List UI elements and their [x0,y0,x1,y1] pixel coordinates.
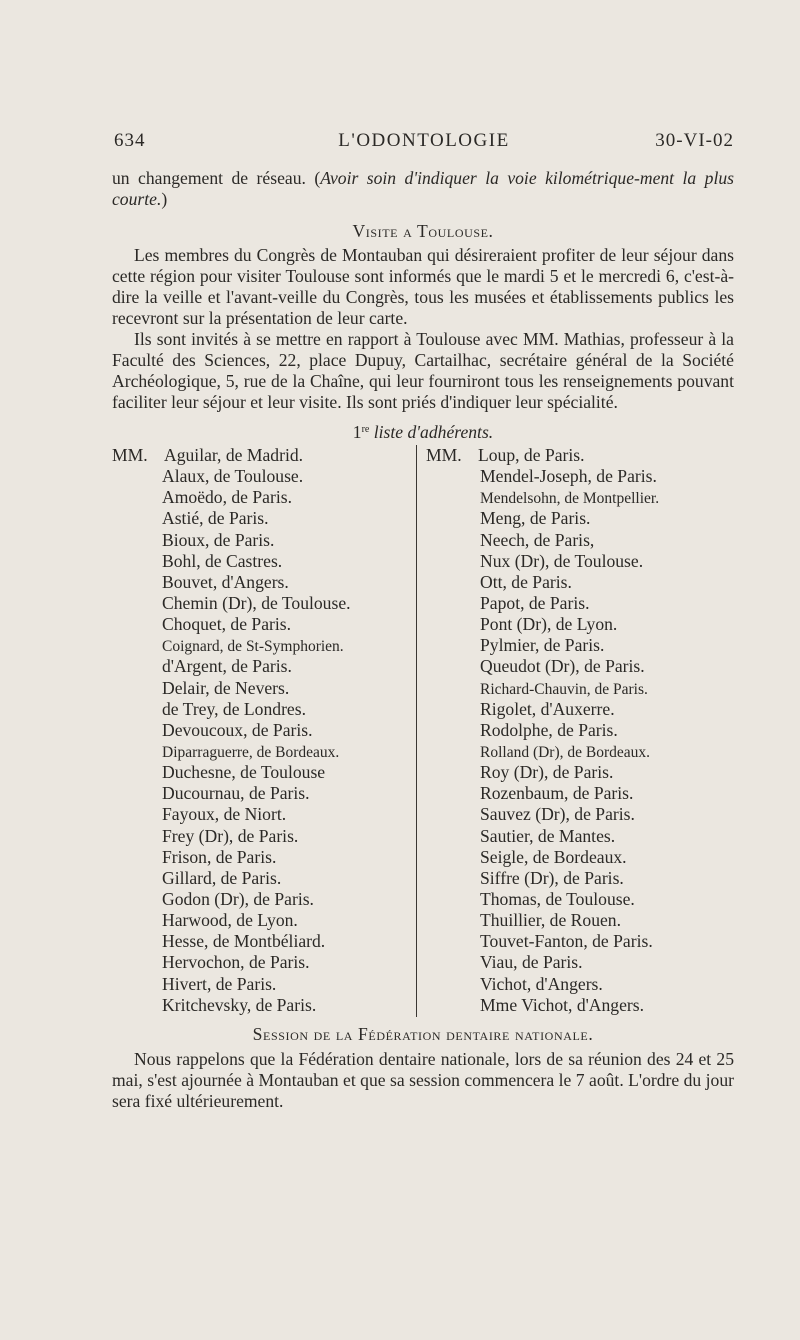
adherent-name: de Trey, de Londres. [162,698,306,719]
list-item [426,868,659,889]
adherents-list [112,445,734,1017]
list-item [112,804,351,825]
adherent-name: Diparraguerre, de Bordeaux. [162,743,340,761]
list-item [112,910,351,931]
list-item [426,508,659,529]
adherent-name: Nux (Dr), de Toulouse. [480,550,644,571]
list-prefix: MM. [426,445,462,465]
adherents-column-right [426,445,659,1016]
list-item [112,445,351,466]
list-item [426,656,659,677]
adherent-name: Loup, de Paris. [478,445,585,465]
list-item [112,487,351,508]
adherent-name: Aguilar, de Madrid. [164,445,304,465]
list-item [112,931,351,952]
adherent-name: Pylmier, de Paris. [480,635,605,656]
adherent-name: Amoëdo, de Paris. [162,487,292,508]
adherent-name: Mendelsohn, de Montpellier. [480,490,660,508]
list-item [112,614,351,635]
adherents-column-left [112,445,351,1016]
list-item [112,656,351,677]
list-item [426,720,659,741]
adherent-name: Bouvet, d'Angers. [162,571,289,592]
list-item [112,635,351,656]
list-item [112,593,351,614]
adherent-name: Sautier, de Mantes. [480,825,616,846]
adherent-name: Siffre (Dr), de Paris. [480,867,624,888]
adherents-heading-number: 1 [352,422,362,442]
adherent-name: Kritchevsky, de Paris. [162,994,317,1015]
adherent-name: Rodolphe, de Paris. [480,719,618,740]
adherent-name: Pont (Dr), de Lyon. [480,614,618,635]
adherent-name: d'Argent, de Paris. [162,656,292,677]
list-item [426,593,659,614]
adherent-name: Delair, de Nevers. [162,677,290,698]
list-prefix: MM. [112,445,148,465]
adherent-name: Choquet, de Paris. [162,614,292,635]
list-item [112,678,351,699]
adherent-name: Bohl, de Castres. [162,550,283,571]
list-item [112,826,351,847]
list-item [112,508,351,529]
adherent-name: Meng, de Paris. [480,508,591,529]
list-item [426,699,659,720]
section-heading-toulouse: Visite a Toulouse. [352,221,494,241]
adherent-name: Astié, de Paris. [162,508,269,529]
list-item [112,995,351,1016]
adherent-name: Devoucoux, de Paris. [162,719,313,740]
adherent-name: Rigolet, d'Auxerre. [480,698,615,719]
adherent-name: Chemin (Dr), de Toulouse. [162,592,351,613]
adherent-name: Bioux, de Paris. [162,529,275,550]
adherent-name: Touvet-Fanton, de Paris. [480,931,653,952]
issue-date: 30-VI-02 [655,130,734,151]
list-item [112,530,351,551]
list-item [426,995,659,1016]
adherent-name: Papot, de Paris. [480,592,590,613]
article-body [112,168,734,1112]
adherent-name: Hivert, de Paris. [162,973,277,994]
adherent-name: Godon (Dr), de Paris. [162,888,314,909]
federation-paragraph: Nous rappelons que la Fédération dentaire nationale, lors de sa réunion des 24 et 25 mai, s'est ajournée à Montauban et que sa session commencera le 7 août. L'ordre du jour sera fixé ultérieurement. [112,1049,734,1111]
list-item [426,635,659,656]
adherent-name: Alaux, de Toulouse. [162,466,304,487]
adherent-name: Seigle, de Bordeaux. [480,846,627,867]
adherent-name: Roy (Dr), de Paris. [480,762,614,783]
adherents-heading [112,421,734,443]
section-heading-federation: Session de la Fédération dentaire nationale. [252,1024,594,1044]
list-item [112,847,351,868]
adherent-name: Duchesne, de Toulouse [162,762,326,783]
adherent-name: Richard-Chauvin, de Paris. [480,680,648,698]
adherent-name: Hesse, de Montbéliard. [162,931,326,952]
list-item [426,466,659,487]
adherent-name: Rozenbaum, de Paris. [480,783,634,804]
adherents-heading-superscript: re [361,424,370,435]
adherent-name: Thomas, de Toulouse. [480,888,635,909]
intro-text: un changement de réseau. ( [112,168,321,188]
list-item [426,572,659,593]
list-item [112,783,351,804]
page-number: 634 [114,130,146,151]
list-item [112,741,351,762]
list-item [426,614,659,635]
list-item [112,974,351,995]
list-item [426,783,659,804]
list-item [112,720,351,741]
list-item [112,551,351,572]
list-item [112,952,351,973]
list-item [426,487,659,508]
list-item [426,931,659,952]
list-item [112,572,351,593]
list-item [426,952,659,973]
list-item [112,868,351,889]
adherent-name: Gillard, de Paris. [162,867,282,888]
adherent-name: Fayoux, de Niort. [162,804,287,825]
adherent-name: Thuillier, de Rouen. [480,910,621,931]
adherent-name: Viau, de Paris. [480,952,583,973]
list-item [112,762,351,783]
toulouse-paragraph-2: Ils sont invités à se mettre en rapport à Toulouse avec MM. Mathias, professeur à la Faculté des Sciences, 22, place Dupuy, Cartailhac, secrétaire général de la Société Archéologique, 5, rue de la Chaîne, qui leur fourniront tous les renseignements pouvant faciliter leur séjour et leur visite. Ils sont priés d'indiquer leur spécialité. [112,329,734,412]
adherent-name: Rolland (Dr), de Bordeaux. [480,743,651,761]
list-item [426,826,659,847]
list-item [426,847,659,868]
intro-paragraph [112,168,734,210]
list-item [426,910,659,931]
adherent-name: Mme Vichot, d'Angers. [480,994,645,1015]
list-item [426,551,659,572]
list-item [426,762,659,783]
list-item [426,445,659,466]
adherent-name: Ott, de Paris. [480,571,572,592]
adherent-name: Neech, de Paris, [480,529,595,550]
adherent-name: Coignard, de St-Symphorien. [162,638,344,656]
list-item [426,974,659,995]
adherent-name: Harwood, de Lyon. [162,910,298,931]
toulouse-paragraph-1: Les membres du Congrès de Montauban qui désireraient profiter de leur séjour dans cette région pour visiter Toulouse sont informés que le mardi 5 et le mercredi 6, c'est-à-dire la veille et l'avant-veille du Congrès, tous les musées et établissements publics les recevront sur la présentation de leur carte. [112,245,734,328]
journal-title: L'ODONTOLOGIE [338,130,510,151]
list-item [112,889,351,910]
list-item [426,804,659,825]
adherents-heading-text: liste d'adhérents. [373,422,494,442]
column-divider [416,445,417,1017]
list-item [426,530,659,551]
adherent-name: Frison, de Paris. [162,846,277,867]
running-header [114,130,734,158]
adherent-name: Frey (Dr), de Paris. [162,825,299,846]
adherent-name: Mendel-Joseph, de Paris. [480,466,657,487]
adherent-name: Sauvez (Dr), de Paris. [480,804,635,825]
list-item [112,699,351,720]
adherent-name: Queudot (Dr), de Paris. [480,656,645,677]
list-item [426,678,659,699]
adherent-name: Hervochon, de Paris. [162,952,310,973]
list-item [112,466,351,487]
list-item [426,741,659,762]
intro-end: ) [161,189,168,209]
list-item [426,889,659,910]
adherent-name: Ducournau, de Paris. [162,783,310,804]
adherent-name: Vichot, d'Angers. [480,973,603,994]
intro-italic-text: Avoir soin d'indiquer la voie kilométrique-ment la plus courte. [112,168,734,209]
